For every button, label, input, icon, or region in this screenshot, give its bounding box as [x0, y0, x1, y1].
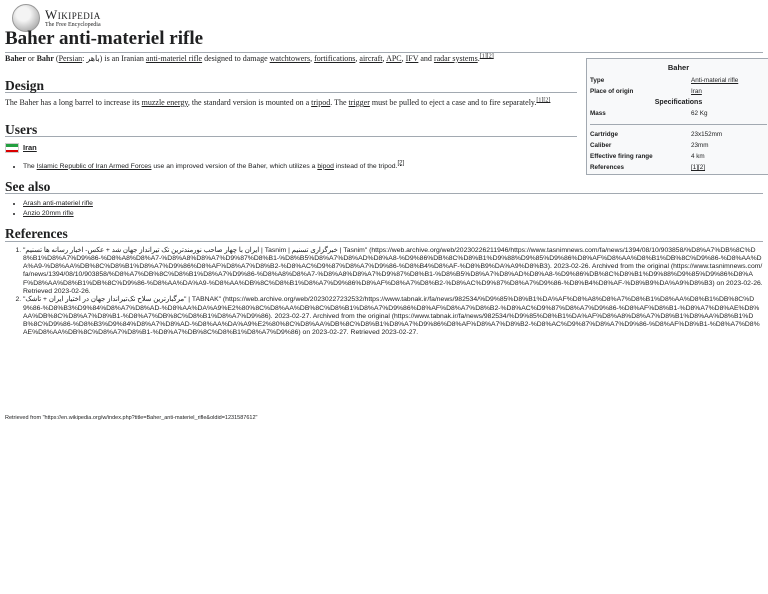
design-text: The Baher has a long barrel to increase its [5, 98, 142, 107]
citation-link[interactable]: [1][2] [691, 164, 706, 171]
intro-text: , [355, 54, 360, 63]
aircraft-link[interactable]: aircraft [359, 54, 383, 63]
infobox-row-range [590, 153, 767, 160]
fortifications-link[interactable]: fortifications [314, 54, 356, 63]
infobox [586, 58, 768, 175]
origin-link[interactable]: Iran [691, 88, 702, 95]
infobox-value: 62 Kg [691, 110, 708, 117]
intro-text: or [25, 54, 37, 63]
design-text: . The [330, 98, 349, 107]
users-text: use an improved version of the Baher, which utilizes a [151, 162, 318, 170]
intro-text: designed to damage [202, 54, 270, 63]
arash-rifle-link[interactable]: Arash anti-materiel rifle [23, 200, 93, 207]
list-item [23, 209, 763, 219]
intro-paragraph [5, 54, 575, 65]
see-also-list [5, 199, 763, 219]
infobox-row-type [590, 77, 767, 84]
intro-text: ( [53, 54, 59, 63]
persian-language-link[interactable]: Persian [58, 54, 83, 63]
reference-item[interactable]: 1. "ایران با چهار صاحب نورمندترین تک تیرانداز جهان شد + عکس- اخبار رسانه ها تسنیم | Tasnim | خبرگزاری تسنیم | Tasnim" (https://web.archive.org/web/20230226211946/https://www.tasnimnews.com/fa/news/1394/08/10/903858/%D8%A7%DB%8C%D8%B1%D8%A7%D9%86-%D8%A8%D8%A7-%D8%A8%D8%A7%D9%87%D8%B1-%D8%B5%D8%A7%D8%AD%D8%A8-%D9%86%DB%8C%D8%B1%D9%88%D9%85%D9%86%D8%AF%D8%AA%D8%B1%DB%8C%D9%86-%D8%AA%DA%A9-%D8%AA%DB%8C%D8%B1%D8%A7%D9%86%D8%AF%D8%A7%D8%B2-%D8%AC%D9%87%D8%A7%D9%86-%D8%B4%D8%AF-%D8%B9%DA%A9%D8%B3). 2023-02-26. Archived from the original (https://www.tasnimnews.com/fa/news/1394/08/10/903858/%D8%A7%DB%8C%D8%B1%D8%A7%D9%86-%D8%A8%D8%A7-%D8%A8%D8%A7%D9%87%D8%B1-%D8%B5%D8%A7%D8%AD%D8%A8-%D9%86%DB%8C%D8%B1%D9%88%D9%85%D9%86%D8%AF%D8%AA%D8%B1%DB%8C%D9%86-%D8%AA%DA%A9-%D8%AA%DB%8C%D8%B1%D8%A7%D9%86%D8%AF%D8%A7%D8%B2-%D8%AC%D9%87%D8%A7%D9%86-%D8%B4%D8%AF-%D8%B9%DA%A9%D8%B3) on 2023-02-26. Retrieved 2023-02-26. [23, 247, 763, 297]
intro-text: and [418, 54, 434, 63]
design-text: must be pulled to eject a case and to fire separately. [369, 98, 537, 107]
references-list [5, 247, 763, 338]
armed-forces-link[interactable]: Islamic Republic of Iran Armed Forces [36, 162, 152, 170]
citation-link[interactable]: [1][2] [536, 97, 551, 104]
infobox-label: Place of origin [590, 88, 634, 95]
anti-materiel-rifle-link[interactable]: anti-materiel rifle [145, 54, 203, 63]
infobox-label: Cartridge [590, 131, 618, 138]
watchtowers-link[interactable]: watchtowers [269, 54, 311, 63]
list-item [23, 199, 763, 209]
infobox-label: Caliber [590, 142, 612, 149]
intro-bold-alt-name: Bahr [36, 54, 54, 63]
intro-text: ) [99, 54, 103, 63]
infobox-row-caliber [590, 142, 767, 149]
infobox-row-mass [590, 110, 767, 125]
muzzle-energy-link[interactable]: muzzle energy [141, 98, 188, 107]
reference-item[interactable]: 2. "مرگبارترین سلاح تک‌تیرانداز جهان در اختیار ایران + تاشک" | TABNAK" (https://web.archive.org/web/20230227232532/https://www.tabnak.ir/fa/news/982534/%D9%85%D8%B1%DA%AF%D8%A8%D8%A7%D8%B1%D8%AA%D8%B1%DB%8C%D9%86-%D8%B3%D9%84%D8%A7%D8%AD-%D8%AA%DA%A9%E2%80%8C%D8%AA%DB%8C%D8%B1%D8%A7%D9%86%D8%AF%D8%A7%D8%B2-%D8%AC%D9%87%D8%A7%D9%86-%D8%AF%D8%B1-%D8%A7%D8%AE%D8%AA%DB%8C%D8%A7%D8%B1-%D8%A7%DB%8C%D8%B1%D8%A7%D9%86). 2023-02-27. Archived from the original (https://www.tabnak.ir/fa/news/982534/%D9%85%D8%B1%DA%AF%D8%A8%D8%A7%D8%B1%D8%AA%D8%B1%DB%8C%D9%86-%D8%B3%D9%84%D8%A7%D8%AD-%D8%AA%DA%A9%E2%80%8C%D8%AA%DB%8C%D8%B1%D8%A7%D9%86%D8%AF%D8%A7%D8%B2-%D8%AC%D9%87%D8%A7%D9%86-%D8%AF%D8%B1-%D8%A7%D8%AE%D8%AA%DB%8C%D8%A7%D8%B1-%D8%A7%DB%8C%D8%B1%D8%A7%D9%86) on 2023-02-27. Retrieved 2023-02-27. [23, 296, 763, 337]
citation-link[interactable]: [1][2] [479, 53, 494, 60]
iran-link[interactable]: Iran [23, 143, 37, 152]
bipod-link[interactable]: bipod [317, 162, 334, 170]
iran-flag-icon [5, 143, 19, 153]
users-text: The [23, 162, 37, 170]
infobox-row-cartridge [590, 131, 767, 138]
anzio-rifle-link[interactable]: Anzio 20mm rifle [23, 210, 74, 217]
design-text: , the standard version is mounted on a [187, 98, 312, 107]
intro-bold-name: Baher [5, 54, 26, 63]
page-title: Baher anti-materiel rifle [5, 28, 763, 53]
infobox-specifications-heading: Specifications [654, 99, 703, 106]
infobox-value: 23mm [691, 142, 709, 149]
design-paragraph [5, 98, 580, 109]
users-heading: Users [5, 125, 577, 138]
radar-systems-link[interactable]: radar systems [433, 54, 478, 63]
retrieved-from-footer: Retrieved from "https://en.wikipedia.org/w/index.php?title=Baher_anti-materiel_rifle&oldid=1231587612" [5, 415, 258, 421]
infobox-label: References [590, 164, 624, 171]
persian-name: : باهر [82, 54, 100, 63]
wikipedia-wordmark: Wikipedia [45, 7, 101, 22]
intro-text: , [310, 54, 315, 63]
ifv-link[interactable]: IFV [405, 54, 419, 63]
infobox-value: 23x152mm [691, 131, 723, 138]
type-link[interactable]: Anti-material rifle [691, 77, 739, 84]
intro-text: , [382, 54, 387, 63]
infobox-row-references [590, 164, 767, 171]
wikipedia-tagline: The Free Encyclopedia [45, 22, 101, 28]
infobox-value: 4 km [691, 153, 705, 160]
design-heading: Design [5, 81, 577, 94]
users-text: instead of the tripod. [333, 162, 398, 170]
infobox-label: Effective firing range [590, 153, 653, 160]
tripod-link[interactable]: tripod [311, 98, 331, 107]
citation-link[interactable]: [2] [397, 160, 405, 167]
references-heading: References [5, 229, 763, 242]
trigger-link[interactable]: trigger [348, 98, 370, 107]
infobox-row-origin [590, 88, 767, 95]
intro-text: . [477, 54, 480, 63]
intro-text: is an Iranian [102, 54, 146, 63]
infobox-label: Type [590, 77, 605, 84]
intro-text: , [401, 54, 406, 63]
infobox-title: Baher [667, 63, 690, 72]
see-also-heading: See also [5, 182, 763, 195]
apc-link[interactable]: APC [386, 54, 402, 63]
infobox-label: Mass [590, 110, 606, 117]
